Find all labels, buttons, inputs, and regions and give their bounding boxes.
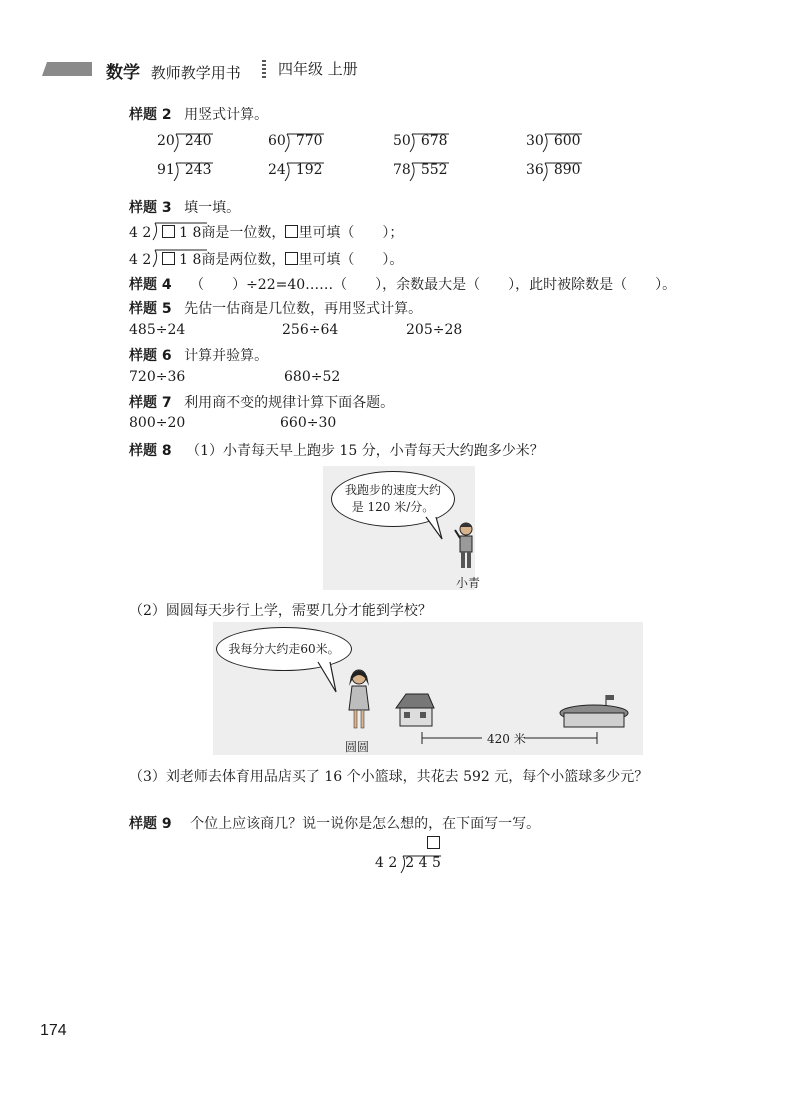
divisor: 50 [393, 133, 411, 149]
fill-text: 里可填（ ）； [298, 225, 404, 241]
division-bracket [268, 133, 328, 155]
exercise-text: 用竖式计算。 [184, 107, 269, 123]
dividend: 552 [420, 162, 448, 178]
blank-box [285, 252, 298, 265]
division-bracket [147, 222, 207, 242]
header-book: 教师教学用书 [150, 64, 241, 82]
division-bracket [526, 133, 586, 155]
long-division [157, 162, 212, 178]
dividend: 600 [553, 133, 581, 149]
dividend: 770 [295, 133, 323, 149]
long-division [526, 133, 581, 149]
exercise-label: 样题 4 [129, 277, 172, 293]
division-bracket [395, 855, 455, 875]
exercise-label: 样题 5 [129, 301, 172, 317]
header-grade: 四年级 上册 [278, 60, 358, 78]
long-division [393, 133, 448, 149]
long-division [157, 133, 212, 149]
bubble-line: 是 120 米/分。 [351, 500, 435, 514]
boy-figure [452, 520, 478, 576]
division-bracket [268, 162, 328, 184]
long-division [526, 162, 581, 178]
fill-line-2 [129, 249, 403, 269]
character-name: 小青 [456, 576, 481, 590]
expression: 205÷28 [406, 322, 463, 338]
expression: 485÷24 [129, 322, 186, 338]
exercise-text: 利用商不变的规律计算下面各题。 [184, 395, 395, 411]
divisor: 36 [526, 162, 544, 178]
distance-label: 420 米 [487, 732, 526, 746]
division-bracket [157, 133, 217, 155]
exercise-6 [129, 345, 268, 365]
question-2: （2）圆圆每天步行上学，需要几分才能到学校？ [129, 603, 432, 619]
divisor: 4 2 [129, 252, 152, 268]
exercise-text: 先估一估商是几位数，再用竖式计算。 [184, 301, 423, 317]
exercise-9 [129, 813, 540, 833]
expression: 680÷52 [284, 369, 341, 385]
school-icon [556, 693, 630, 729]
divisor: 91 [157, 162, 175, 178]
divisor: 4 2 [375, 855, 398, 871]
question-1: （1）小青每天早上跑步 15 分，小青每天大约跑多少米？ [186, 443, 544, 459]
header-separator [262, 60, 266, 78]
long-division [268, 133, 323, 149]
long-division [268, 162, 323, 178]
dividend: 2 4 5 [405, 855, 441, 871]
exercise-text: 计算并验算。 [184, 348, 269, 364]
question-3: （3）刘老师去体育用品店买了 16 个小篮球，共花去 592 元，每个小篮球多少元？ [129, 769, 649, 785]
divisor: 4 2 [129, 225, 152, 241]
fill-text: 商是一位数， [201, 225, 286, 241]
exercise-label: 样题 3 [129, 200, 172, 216]
long-division [393, 162, 448, 178]
exercise-text: 填一填。 [184, 200, 241, 216]
dividend: 678 [420, 133, 448, 149]
exercise-label: 样题 6 [129, 348, 172, 364]
expression: 256÷64 [282, 322, 339, 338]
header-decor-bar [42, 62, 92, 76]
divisor: 60 [268, 133, 286, 149]
dividend: 192 [295, 162, 323, 178]
header-title [106, 58, 241, 83]
girl-figure [345, 666, 373, 736]
expression: 800÷20 [129, 415, 186, 431]
page-number: 174 [40, 1022, 67, 1039]
division-bracket [393, 162, 453, 184]
divisor: 30 [526, 133, 544, 149]
dividend-tail: 1 8 [179, 252, 202, 268]
exercise-text: （ ）÷22=40……（ ），余数最大是（ ），此时被除数是（ ）。 [190, 277, 677, 293]
exercise-label: 样题 2 [129, 107, 172, 123]
exercise-2 [129, 104, 268, 124]
expression: 720÷36 [129, 369, 186, 385]
expression: 660÷30 [280, 415, 337, 431]
divisor: 24 [268, 162, 286, 178]
bubble-line: 我跑步的速度大约 [344, 483, 441, 497]
dividend-tail: 1 8 [179, 225, 202, 241]
character-name: 圆圆 [345, 740, 370, 754]
division-bracket [157, 162, 217, 184]
exercise-8 [129, 440, 544, 460]
divisor: 78 [393, 162, 411, 178]
division-bracket [147, 249, 207, 269]
bubble-line: 我每分大约走60米。 [228, 642, 340, 656]
dividend: 243 [184, 162, 212, 178]
dividend: 890 [553, 162, 581, 178]
blank-box [285, 225, 298, 238]
fill-text: 商是两位数， [201, 252, 286, 268]
exercise-text: 个位上应该商几？说一说你是怎么想的，在下面写一写。 [190, 816, 541, 832]
divisor: 20 [157, 133, 175, 149]
exercise-label: 样题 8 [129, 443, 172, 459]
quotient-blank-box[interactable] [427, 836, 440, 849]
exercise-5 [129, 298, 422, 318]
fill-line-1 [129, 222, 403, 242]
exercise-label: 样题 9 [129, 816, 172, 832]
fill-text: 里可填（ ）。 [298, 252, 404, 268]
exercise-4 [129, 274, 676, 294]
house-icon [394, 690, 436, 728]
division-bracket [393, 133, 453, 155]
speech-bubble-tail [420, 515, 450, 545]
header-subject: 数学 [106, 63, 140, 83]
exercise-3 [129, 197, 240, 217]
speech-bubble-tail [314, 660, 344, 696]
dividend: 240 [184, 133, 212, 149]
exercise-label: 样题 7 [129, 395, 172, 411]
long-division-9 [375, 855, 441, 871]
exercise-7 [129, 392, 394, 412]
division-bracket [526, 162, 586, 184]
